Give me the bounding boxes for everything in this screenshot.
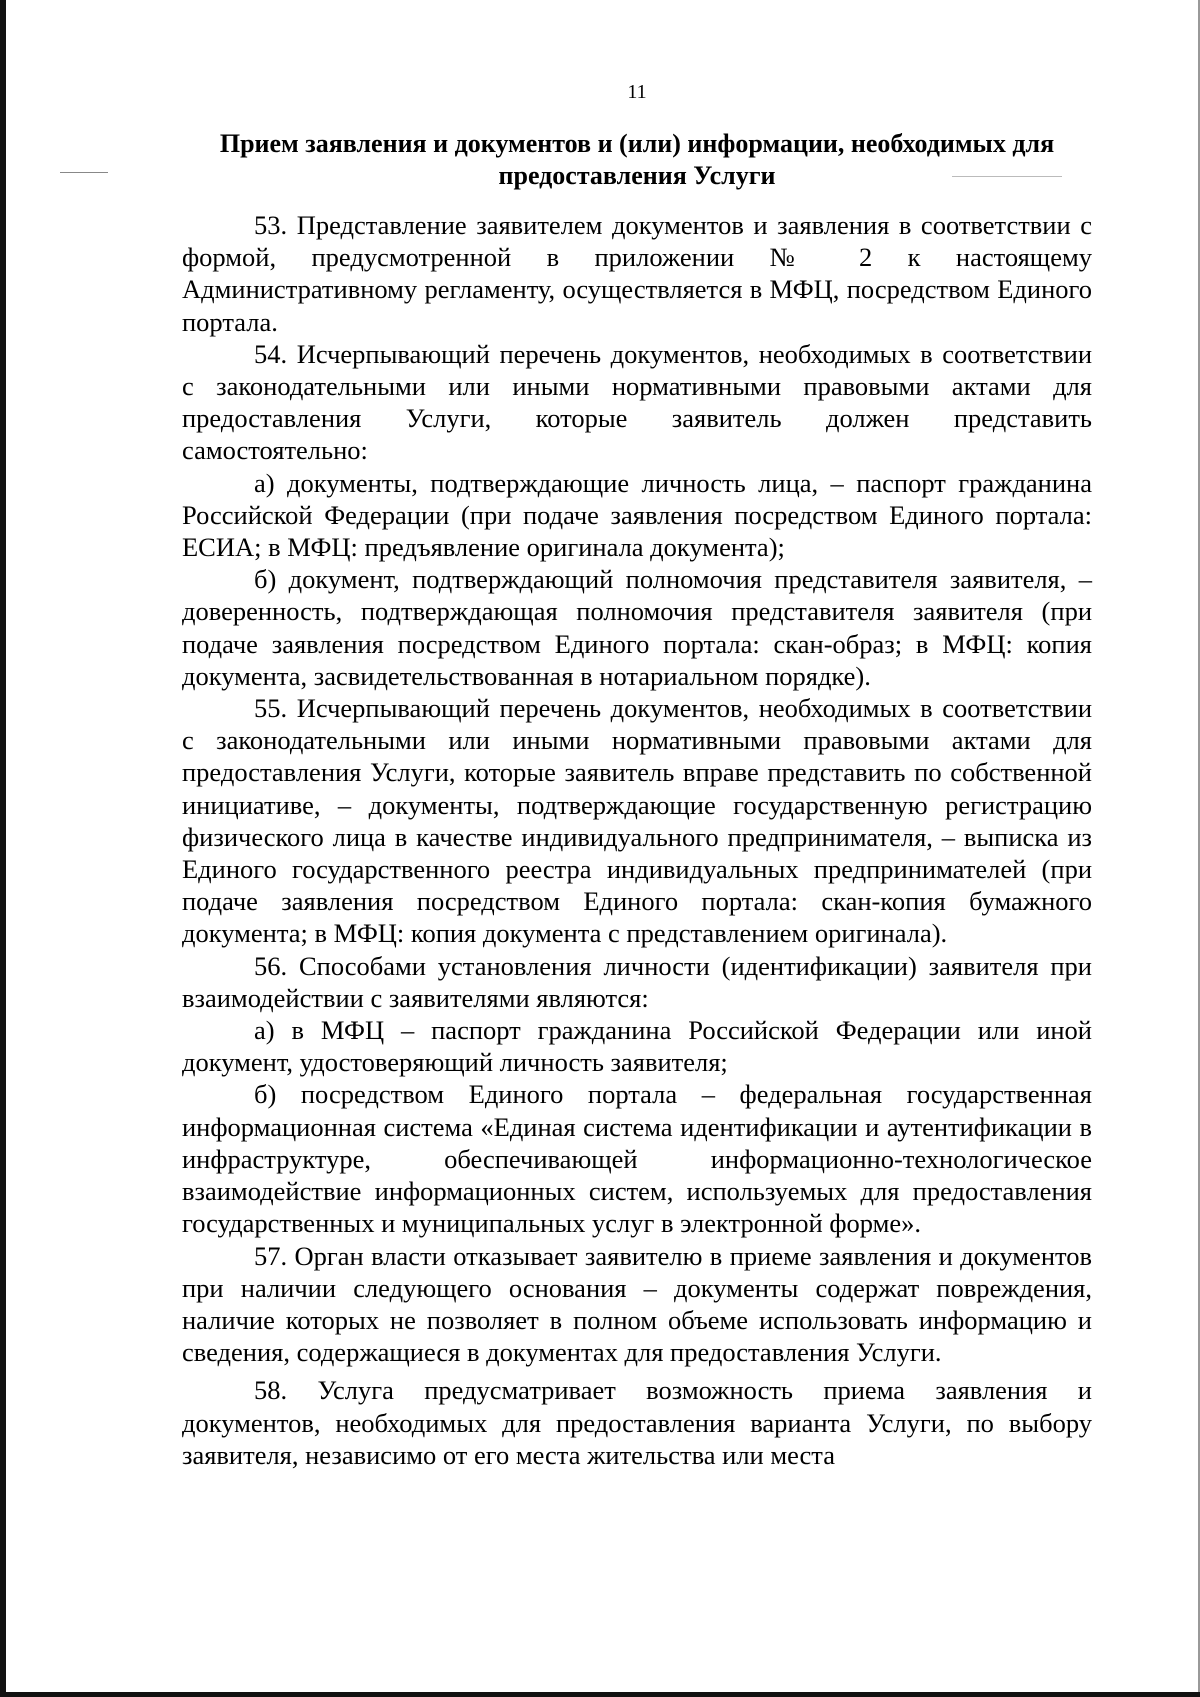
paragraph-57: 57. Орган власти отказывает заявителю в приеме заявления и документов при наличии следующего основания – документы содержат повреждения, наличие которых не позволяет в полном объеме использовать информацию и сведения, содержащиеся в документах для предоставления Услуги. <box>182 1240 1092 1368</box>
paragraph-56-a: а) в МФЦ – паспорт гражданина Российской Федерации или иной документ, удостоверяющий личность заявителя; <box>182 1015 1092 1078</box>
scan-border-bottom <box>0 1692 1200 1697</box>
paragraph-58: 58. Услуга предусматривает возможность приема заявления и документов, необходимых для предоставления варианта Услуги, по выбору заявителя, независимо от его места жительства или места <box>182 1375 1092 1470</box>
scan-border-left <box>0 0 6 1697</box>
paragraph-54-b: б) документ, подтверждающий полномочия представителя заявителя, – доверенность, подтверждающая полномочия представителя заявителя (при подаче заявления посредством Единого портала: скан-образ; в МФЦ: копия документа, засвидетельствованная в нотариальном порядке). <box>182 564 1092 691</box>
document-body <box>182 209 1092 1471</box>
paragraph-54-a: а) документы, подтверждающие личность лица, – паспорт гражданина Российской Федерации (при подаче заявления посредством Единого портала: ЕСИА; в МФЦ: предъявление оригинала документа); <box>182 467 1092 563</box>
section-title: Прием заявления и документов и (или) информации, необходимых для предоставления Услуги <box>219 129 1055 190</box>
paragraph-56-b: б) посредством Единого портала – федеральная государственная информационная система «Единая система идентификации и аутентификации в инфраструктуре, обеспечивающей информационно-технологическое взаимодействие информационных систем, используемых для предоставления государственных и муниципальных услуг в электронной форме». <box>182 1079 1092 1239</box>
scan-speck <box>60 172 108 173</box>
page-number: 11 <box>627 81 647 103</box>
paragraph-55: 55. Исчерпывающий перечень документов, необходимых в соответствии с законодательными или иными нормативными правовыми актами для предоставления Услуги, которые заявитель вправе представить по собственной инициативе, – документы, подтверждающие государственную регистрацию физического лица в качестве индивидуального предпринимателя, – выписка из Единого государственного реестра индивидуальных предпринимателей (при подаче заявления посредством Единого портала: скан-копия бумажного документа; в МФЦ: копия документа с представлением оригинала). <box>182 693 1092 949</box>
paragraph-54: 54. Исчерпывающий перечень документов, необходимых в соответствии с законодательными или иными нормативными правовыми актами для предоставления Услуги, которые заявитель должен представить самостоятельно: <box>182 338 1092 466</box>
paragraph-56: 56. Способами установления личности (идентификации) заявителя при взаимодействии с заявителями являются: <box>182 950 1092 1013</box>
paragraph-53: 53. Представление заявителем документов и заявления в соответствии с формой, предусмотренной в приложении № 2 к настоящему Административному регламенту, осуществляется в МФЦ, посредством Единого портала. <box>182 210 1092 337</box>
document-page <box>182 80 1092 1471</box>
